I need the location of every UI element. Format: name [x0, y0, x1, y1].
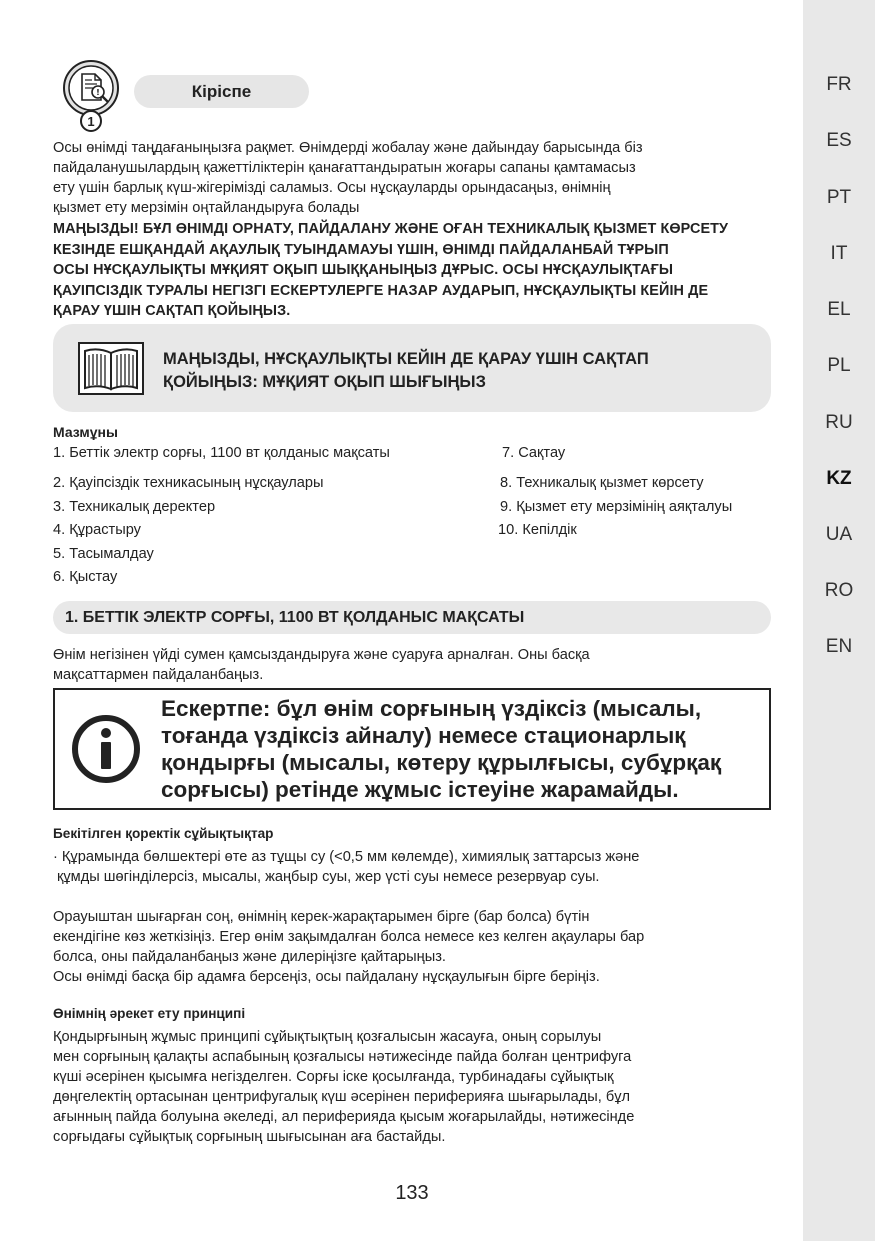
text-line: ҚАУІПСІЗДІК ТУРАЛЫ НЕГІЗГІ ЕСКЕРТУЛЕРГЕ НАЗАР АУДАРЫП, НҰСҚАУЛЫҚТЫ КЕЙІН ДЕ: [53, 282, 709, 299]
text-line: ҚАРАУ ҮШІН САҚТАП ҚОЙЫҢЫЗ.: [53, 303, 291, 320]
lang-tab-ru[interactable]: RU: [825, 412, 853, 433]
contents-item[interactable]: 10. Кепілдік: [498, 522, 577, 538]
purpose-paragraph: [53, 645, 771, 685]
open-book-icon: [77, 341, 145, 396]
lang-tab-pl[interactable]: PL: [827, 355, 851, 376]
text-line: КЕЗІНДЕ ЕШҚАНДАЙ АҚАУЛЫҚ ТУЫНДАМАУЫ ҮШІН, ӨНІМДІ ПАЙДАЛАНБАЙ ТҰРЫП: [53, 241, 669, 258]
lang-tab-pt[interactable]: PT: [826, 187, 852, 208]
lang-tab-fr[interactable]: FR: [826, 74, 852, 95]
contents-item[interactable]: 4. Құрастыру: [53, 522, 141, 538]
svg-text:!: !: [96, 88, 100, 97]
fluids-paragraph: [53, 847, 771, 887]
text-line: ҚОЙЫҢЫЗ: МҰҚИЯТ ОҚЫП ШЫҒЫҢЫЗ: [163, 373, 486, 391]
principle-paragraph: [53, 1027, 771, 1147]
text-line: екендігіне көз жеткізіңіз. Егер өнім зақымдалған болса немесе кез келген ақаулары бар: [53, 929, 645, 945]
save-instructions-text: [163, 348, 763, 394]
lang-tab-el[interactable]: EL: [827, 299, 851, 320]
lang-tab-ua[interactable]: UA: [825, 524, 853, 545]
section-title: 1. БЕТТІК ЭЛЕКТР СОРҒЫ, 1100 ВТ ҚОЛДАНЫС МАҚСАТЫ: [65, 609, 525, 626]
lang-tab-it[interactable]: IT: [830, 243, 848, 264]
text-line: Орауыштан шығарған соң, өнімнің керек-жарақтарымен бірге (бар болса) бүтін: [53, 909, 590, 925]
text-line: МАҢЫЗДЫ, НҰСҚАУЛЫҚТЫ КЕЙІН ДЕ ҚАРАУ ҮШІН САҚТАП: [163, 350, 649, 368]
text-line: пайдаланушылардың қажеттіліктерін қанағаттандыратын жоғары сапаны қамтамасыз: [53, 160, 636, 176]
text-line: Осы өнімді басқа бір адамға берсеңіз, осы пайдалану нұсқаулығын бірге беріңіз.: [53, 969, 600, 985]
text-line: Қондырғының жұмыс принципі сұйықтықтың қозғалысын жасауға, оның сорылуы: [53, 1029, 602, 1045]
principle-heading: Өнімнің әрекет ету принципі: [53, 1006, 246, 1021]
intro-paragraph: [53, 138, 771, 218]
language-sidebar: [803, 0, 875, 1241]
text-line: МАҢЫЗДЫ! БҰЛ ӨНІМДІ ОРНАТУ, ПАЙДАЛАНУ ЖӘНЕ ОҒАН ТЕХНИКАЛЫҚ ҚЫЗМЕТ КӨРСЕТУ: [53, 221, 729, 237]
text-line: қондырғы (мысалы, көтеру құрылғысы, субұрқақ: [161, 750, 722, 775]
text-line: мақсаттармен пайдаланбаңыз.: [53, 667, 264, 683]
fluids-heading: Бекітілген қоректік сұйықтықтар: [53, 826, 274, 841]
text-line: Осы өнімді таңдағаныңызға рақмет. Өнімдерді жобалау және дайындау барысында біз: [53, 140, 643, 156]
lang-tab-ro[interactable]: RO: [824, 580, 854, 601]
text-line: ету үшін барлық күш-жігерімізді саламыз. Осы нұсқауларды орындасаңыз, өнімнің: [53, 180, 611, 196]
text-line: құмды шөгінділерсіз, мысалы, жаңбыр суы, жер үсті суы немесе резервуар суы.: [57, 869, 600, 885]
important-paragraph: [53, 219, 771, 322]
text-line: күші әсерінен қысымға негізделген. Сорғы іске қосылғанда, турбинадағы сұйықтық: [53, 1069, 614, 1085]
contents-item[interactable]: 5. Тасымалдау: [53, 546, 154, 562]
contents-item[interactable]: 1. Беттік электр сорғы, 1100 вт қолданыс мақсаты: [53, 445, 390, 461]
warning-box: [53, 688, 771, 810]
text-line: Ескертпе: бұл өнім сорғының үздіксіз (мысалы,: [161, 696, 702, 721]
contents-item[interactable]: 3. Техникалық деректер: [53, 499, 216, 515]
unpacking-paragraph: [53, 907, 771, 987]
contents-title: Мазмұны: [53, 424, 118, 440]
lang-tab-es[interactable]: ES: [826, 130, 852, 151]
page-number: 133: [395, 1182, 429, 1204]
contents-item[interactable]: 6. Қыстау: [53, 569, 118, 585]
text-line: қызмет ету мерзімін оңтайландыруға болады: [53, 200, 360, 216]
step-badge-number: 1: [87, 114, 95, 129]
intro-title: Кіріспе: [134, 75, 309, 108]
text-line: болса, оны пайдаланбаңыз және дилеріңізге қайтарыңыз.: [53, 949, 446, 965]
text-line: · Құрамында бөлшектері өте аз тұщы су (<0,5 мм көлемде), химиялық заттарсыз және: [53, 849, 640, 865]
info-icon: [71, 714, 141, 784]
contents-item[interactable]: 8. Техникалық қызмет көрсету: [500, 475, 704, 491]
warning-text: [161, 695, 763, 803]
section-header: [53, 601, 771, 634]
lang-tab-kz-active[interactable]: KZ: [826, 468, 852, 489]
text-line: тоғанда үздіксіз айналу) немесе стационарлық: [161, 723, 686, 748]
contents-item[interactable]: 7. Сақтау: [502, 445, 566, 461]
save-instructions-notice: [53, 324, 771, 412]
text-line: сорғысы) ретінде жұмыс істеуіне жарамайды.: [161, 777, 679, 802]
text-line: мен сорғының қалақты аспабының қозғалысы нәтижесінде пайда болған центрифуга: [53, 1049, 632, 1065]
contents-item[interactable]: 9. Қызмет ету мерзімінің аяқталуы: [500, 499, 733, 515]
text-line: ағынның пайда болуына әкеледі, ал периферияда қысым жоғарылайды, нәтижесінде: [53, 1109, 635, 1125]
text-line: дөңгелектің ортасынан центрифугалық күш әсерінен периферияға шығарылады, бұл: [53, 1089, 631, 1105]
text-line: сорғыдағы сұйықтық сорғының шығысынан аға бастайды.: [53, 1129, 446, 1145]
text-line: Өнім негізінен үйді сумен қамсыздандыруға және суаруға арналған. Оны басқа: [53, 647, 590, 663]
contents-item[interactable]: 2. Қауіпсіздік техникасының нұсқаулары: [53, 475, 324, 491]
text-line: ОСЫ НҰСҚАУЛЫҚТЫ МҰҚИЯТ ОҚЫП ШЫҚҚАНЫҢЫЗ ДҰРЫС. ОСЫ НҰСҚАУЛЫҚТАҒЫ: [53, 262, 674, 279]
lang-tab-en[interactable]: EN: [825, 636, 853, 657]
